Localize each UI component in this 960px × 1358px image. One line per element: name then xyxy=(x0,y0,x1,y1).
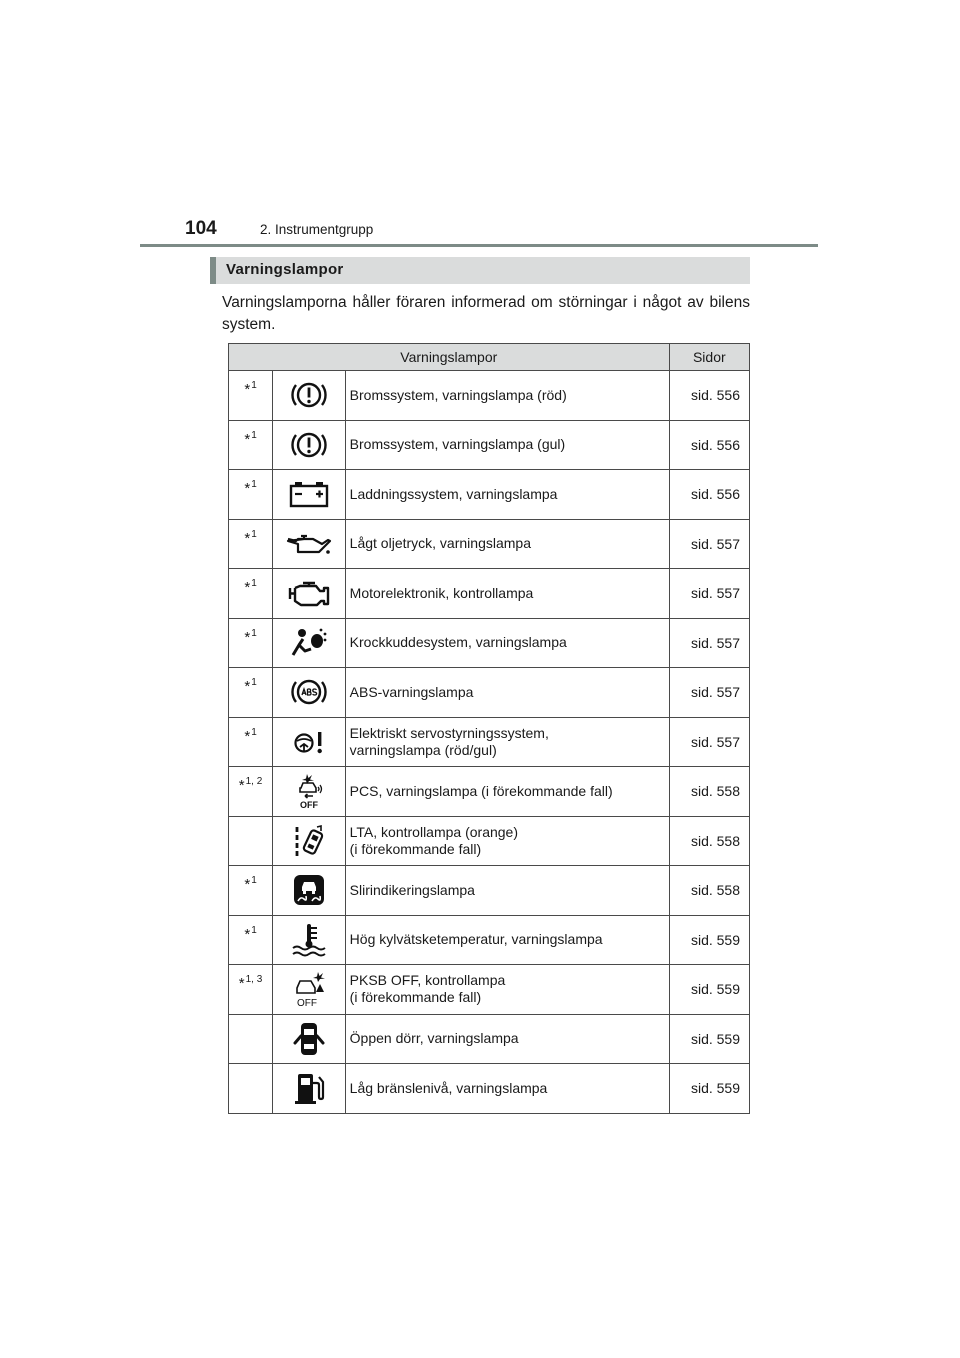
footnote-cell xyxy=(229,420,273,470)
description-text: Laddningssystem, varningslampa xyxy=(349,485,558,502)
table-row xyxy=(229,866,750,916)
footnote-number: 1 xyxy=(251,726,257,738)
footnote-cell xyxy=(229,1014,273,1064)
icon-cell xyxy=(273,816,346,866)
footnote-cell xyxy=(229,1064,273,1114)
footnote-cell xyxy=(229,816,273,866)
icon-cell xyxy=(273,569,346,619)
footnote-cell xyxy=(229,767,273,817)
icon-cell xyxy=(273,1064,346,1114)
footnote-star: * xyxy=(244,925,251,943)
warning-lamps-table xyxy=(228,343,750,1114)
footnote-cell xyxy=(229,519,273,569)
page-reference: sid. 556 xyxy=(669,420,749,470)
table-row xyxy=(229,668,750,718)
page-reference: sid. 559 xyxy=(669,965,749,1015)
description-text: PKSB OFF, kontrollampa xyxy=(349,972,506,989)
description-cell xyxy=(345,569,669,619)
lane-trace-icon xyxy=(291,823,327,859)
table-row xyxy=(229,470,750,520)
footnote-star: * xyxy=(244,529,251,547)
table-row xyxy=(229,1064,750,1114)
page-reference: sid. 557 xyxy=(669,717,749,767)
icon-cell xyxy=(273,618,346,668)
steering-warning-icon xyxy=(291,727,327,757)
footnote-number: 1 xyxy=(251,677,257,688)
table-row xyxy=(229,816,750,866)
table-row xyxy=(229,618,750,668)
page-reference: sid. 556 xyxy=(669,470,749,520)
chapter-title: 2. Instrumentgrupp xyxy=(260,222,374,237)
description-cell xyxy=(345,816,669,866)
footnote-star: * xyxy=(244,430,251,448)
battery-icon xyxy=(287,479,331,509)
page-reference: sid. 558 xyxy=(669,866,749,916)
description-text: Lågt oljetryck, varningslampa xyxy=(349,535,531,552)
description-cell xyxy=(345,717,669,767)
footnote-number: 1, 3 xyxy=(245,974,263,985)
coolant-temp-icon xyxy=(289,922,329,958)
page-reference: sid. 558 xyxy=(669,767,749,817)
footnote-star: * xyxy=(244,480,251,497)
page-reference: sid. 559 xyxy=(669,1064,749,1114)
fuel-icon xyxy=(292,1070,326,1106)
slip-indicator-icon xyxy=(292,873,326,907)
footnote-cell xyxy=(229,717,273,767)
footnote-star: * xyxy=(244,678,251,695)
footnote-cell xyxy=(229,965,273,1015)
icon-cell xyxy=(273,519,346,569)
icon-cell xyxy=(273,470,346,520)
brake-warning-yellow-icon xyxy=(289,428,329,462)
description-cell xyxy=(345,420,669,470)
footnote-number: 1 xyxy=(251,924,257,936)
footnote-number: 1 xyxy=(251,627,257,639)
footnote-number: 1 xyxy=(251,479,257,490)
description-text: ABS-varningslampa xyxy=(349,683,474,700)
description-text: Låg bränslenivå, varningslampa xyxy=(349,1079,548,1096)
intro-paragraph: Varningslamporna håller föraren informerad om störningar i något av bilens system. xyxy=(222,294,750,333)
footnote-cell xyxy=(229,371,273,421)
page-reference: sid. 557 xyxy=(669,519,749,569)
icon-cell xyxy=(273,965,346,1015)
brake-warning-red-icon xyxy=(289,378,329,412)
description-cell xyxy=(345,668,669,718)
airbag-icon xyxy=(289,625,329,661)
column-header-pages: Sidor xyxy=(669,344,749,371)
footnote-star: * xyxy=(244,381,251,398)
icon-cell xyxy=(273,767,346,817)
description-cell xyxy=(345,519,669,569)
footnote-cell xyxy=(229,866,273,916)
section-heading-text: Varningslampor xyxy=(226,261,344,278)
table-row xyxy=(229,767,750,817)
description-text: Krockkuddesystem, varningslampa xyxy=(349,634,567,651)
table-header-row xyxy=(229,344,750,371)
table-row xyxy=(229,915,750,965)
table-row xyxy=(229,965,750,1015)
table-row xyxy=(229,371,750,421)
footnote-number: 1 xyxy=(251,578,257,589)
page-reference: sid. 558 xyxy=(669,816,749,866)
table-row xyxy=(229,717,750,767)
icon-cell xyxy=(273,668,346,718)
description-text: Elektriskt servostyrningssystem, xyxy=(349,724,549,741)
abs-icon xyxy=(289,675,329,709)
footnote-cell xyxy=(229,470,273,520)
engine-icon xyxy=(287,577,331,609)
footnote-star: * xyxy=(238,975,245,992)
oil-can-icon xyxy=(286,531,332,557)
icon-cell xyxy=(273,420,346,470)
table-row xyxy=(229,569,750,619)
description-cell xyxy=(345,470,669,520)
description-text: Slirindikeringslampa xyxy=(349,881,475,898)
page-reference: sid. 559 xyxy=(669,915,749,965)
footnote-cell xyxy=(229,618,273,668)
footnote-number: 1 xyxy=(251,429,257,441)
icon-cell xyxy=(273,371,346,421)
open-door-icon xyxy=(291,1020,327,1058)
description-cell xyxy=(345,915,669,965)
description-cell xyxy=(345,1014,669,1064)
footnote-number: 1, 2 xyxy=(245,776,263,787)
description-text: (i förekommande fall) xyxy=(349,989,482,1006)
page-reference: sid. 557 xyxy=(669,618,749,668)
description-text: Hög kylvätsketemperatur, varningslampa xyxy=(349,931,603,948)
pksb-off-icon xyxy=(289,970,329,1008)
footnote-cell xyxy=(229,915,273,965)
footnote-cell xyxy=(229,668,273,718)
page-reference: sid. 557 xyxy=(669,668,749,718)
footnote-number: 1 xyxy=(251,380,257,391)
description-text: varningslampa (röd/gul) xyxy=(349,741,497,758)
description-cell xyxy=(345,965,669,1015)
icon-off-label: OFF xyxy=(296,998,317,1009)
footnote-star: * xyxy=(244,876,251,893)
footnote-number: 1 xyxy=(251,875,257,886)
table-row xyxy=(229,519,750,569)
footnote-star: * xyxy=(244,727,251,745)
column-header-lamps: Varningslampor xyxy=(229,344,670,371)
icon-cell xyxy=(273,717,346,767)
description-text: Bromssystem, varningslampa (gul) xyxy=(349,436,566,453)
description-cell xyxy=(345,618,669,668)
footnote-star: * xyxy=(244,579,251,596)
table-row xyxy=(229,1014,750,1064)
pcs-off-icon xyxy=(291,772,327,810)
description-cell xyxy=(345,371,669,421)
description-text: Öppen dörr, varningslampa xyxy=(349,1030,519,1047)
footnote-number: 1 xyxy=(251,528,257,540)
icon-cell xyxy=(273,915,346,965)
page-reference: sid. 557 xyxy=(669,569,749,619)
description-cell xyxy=(345,866,669,916)
description-cell xyxy=(345,1064,669,1114)
section-heading xyxy=(210,257,750,284)
description-text: Bromssystem, varningslampa (röd) xyxy=(349,386,567,403)
description-text: Motorelektronik, kontrollampa xyxy=(349,584,534,601)
table-row xyxy=(229,420,750,470)
header-rule xyxy=(140,244,818,247)
page-number: 104 xyxy=(185,218,217,239)
description-cell xyxy=(345,767,669,817)
icon-off-label: OFF xyxy=(299,800,318,811)
icon-cell xyxy=(273,1014,346,1064)
footnote-star: * xyxy=(244,628,251,646)
footnote-star: * xyxy=(238,777,245,794)
icon-cell xyxy=(273,866,346,916)
description-text: (i förekommande fall) xyxy=(349,840,482,857)
description-text: PCS, varningslampa (i förekommande fall) xyxy=(349,782,613,799)
page-reference: sid. 559 xyxy=(669,1014,749,1064)
page-reference: sid. 556 xyxy=(669,371,749,421)
footnote-cell xyxy=(229,569,273,619)
description-text: LTA, kontrollampa (orange) xyxy=(349,823,519,840)
